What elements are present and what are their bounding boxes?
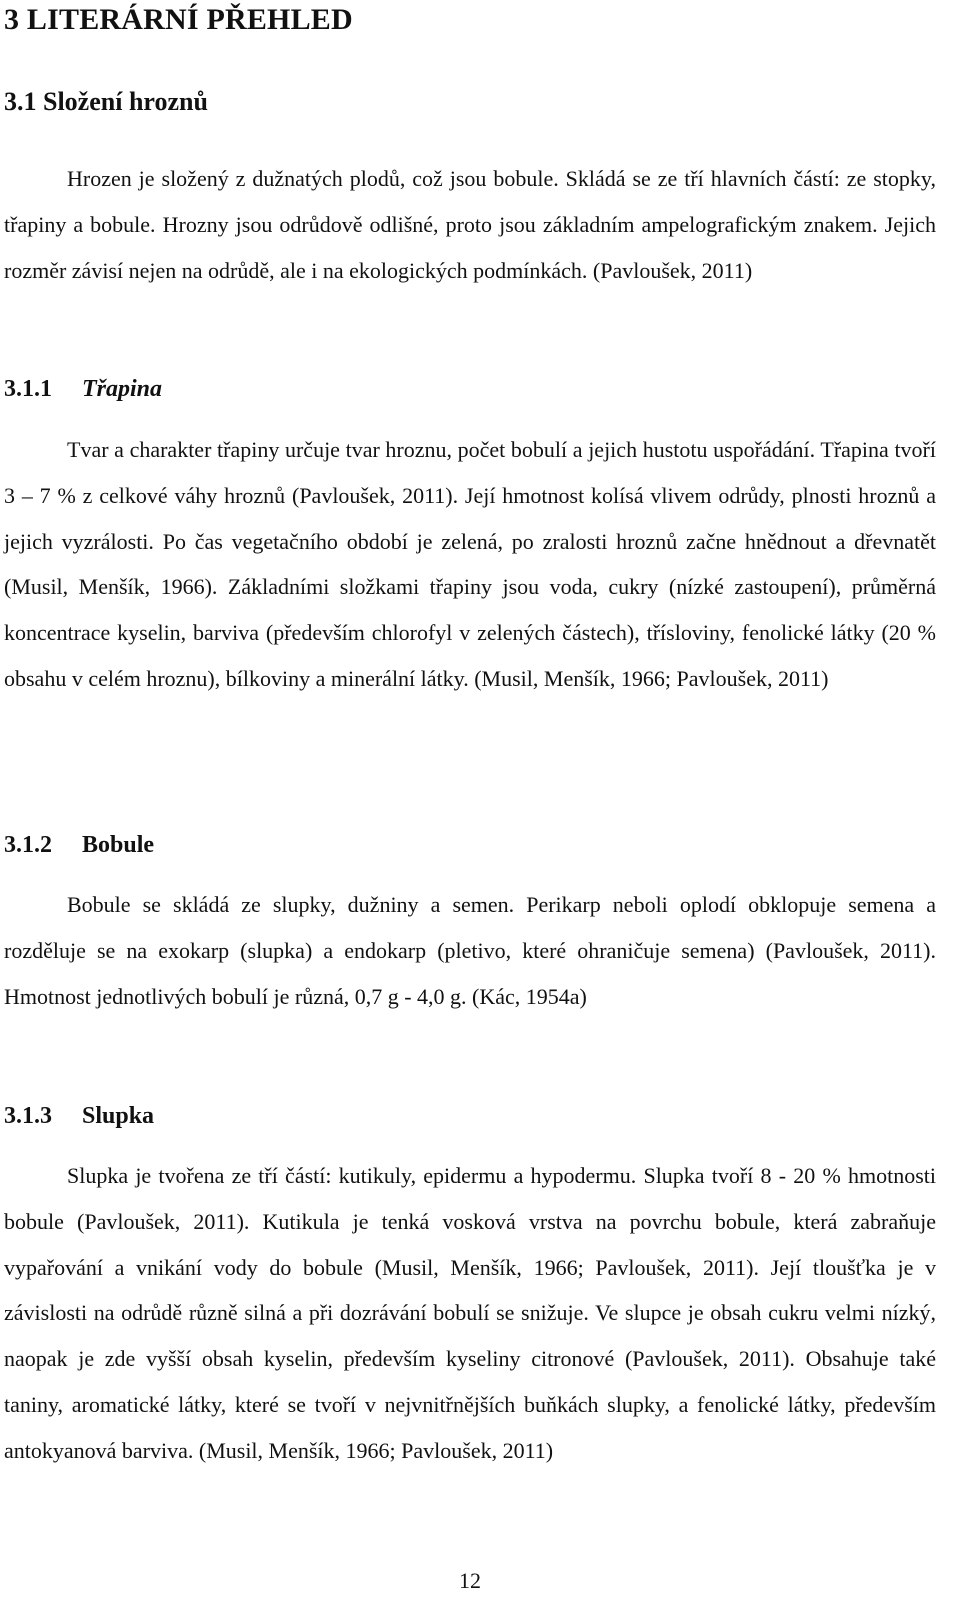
section-title: 3.1 Složení hroznů bbox=[4, 87, 208, 116]
subsection-paragraph-trapina: Tvar a charakter třapiny určuje tvar hroznu, počet bobulí a jejich hustotu uspořádání. Třapina tvoří 3 – 7 % z celkové váhy hroznů (Pavloušek, 2011). Její hmotnost kolísá vlivem odrůdy, plnosti hroznů a jejich vyzrálosti. Po čas vegetačního období je zelená, po zralosti hroznů začne hnědnout a dřevnatět (Musil, Menšík, 1966). Základními složkami třapiny jsou voda, cukry (nízké zastoupení), průměrná koncentrace kyselin, barviva (především chlorofyl v zelených částech), třísloviny, fenolické látky (20 % obsahu v celém hroznu), bílkoviny a minerální látky. (Musil, Menšík, 1966; Pavloušek, 2011) bbox=[4, 437, 936, 691]
subsection-number: 3.1.2 bbox=[4, 832, 52, 858]
subsection-number: 3.1.1 bbox=[4, 376, 52, 402]
subsection-number: 3.1.3 bbox=[4, 1103, 52, 1129]
subsection-heading-bobule bbox=[4, 828, 154, 862]
subsection-heading-slupka bbox=[4, 1099, 154, 1133]
page-number: 12 bbox=[459, 1568, 481, 1593]
section-intro-paragraph: Hrozen je složený z dužnatých plodů, což jsou bobule. Skládá se ze tří hlavních částí: ze stopky, třapiny a bobule. Hrozny jsou odrůdově odlišné, proto jsou základním ampelografickým znakem. Jejich rozměr závisí nejen na odrůdě, ale i na ekologických podmínkách. (Pavloušek, 2011) bbox=[4, 166, 936, 283]
subsection-paragraph-slupka: Slupka je tvořena ze tří částí: kutikuly, epidermu a hypodermu. Slupka tvoří 8 - 20 % hmotnosti bobule (Pavloušek, 2011). Kutikula je tenká vosková vrstva na povrchu bobule, která zabraňuje vypařování a vnikání vody do bobule (Musil, Menšík, 1966; Pavloušek, 2011). Její tloušťka je v závislosti na odrůdě různě silná a při dozrávání bobulí se snižuje. Ve slupce je obsah cukru velmi nízký, naopak je zde vyšší obsah kyselin, především kyseliny citronové (Pavloušek, 2011). Obsahuje také taniny, aromatické látky, které se tvoří v nejvnitřnějších buňkách slupky, a fenolické látky, především antokyanová barviva. (Musil, Menšík, 1966; Pavloušek, 2011) bbox=[4, 1163, 936, 1463]
subsection-heading-trapina bbox=[4, 372, 162, 406]
subsection-paragraph-bobule: Bobule se skládá ze slupky, dužniny a semen. Perikarp neboli oplodí obklopuje semena a rozděluje se na exokarp (slupka) a endokarp (pletivo, které ohraničuje semena) (Pavloušek, 2011). Hmotnost jednotlivých bobulí je různá, 0,7 g - 4,0 g. (Kác, 1954a) bbox=[4, 892, 936, 1009]
chapter-title: 3 LITERÁRNÍ PŘEHLED bbox=[4, 3, 353, 36]
subsection-title: Třapina bbox=[82, 376, 163, 402]
subsection-title: Slupka bbox=[82, 1103, 155, 1129]
subsection-title: Bobule bbox=[82, 832, 155, 858]
